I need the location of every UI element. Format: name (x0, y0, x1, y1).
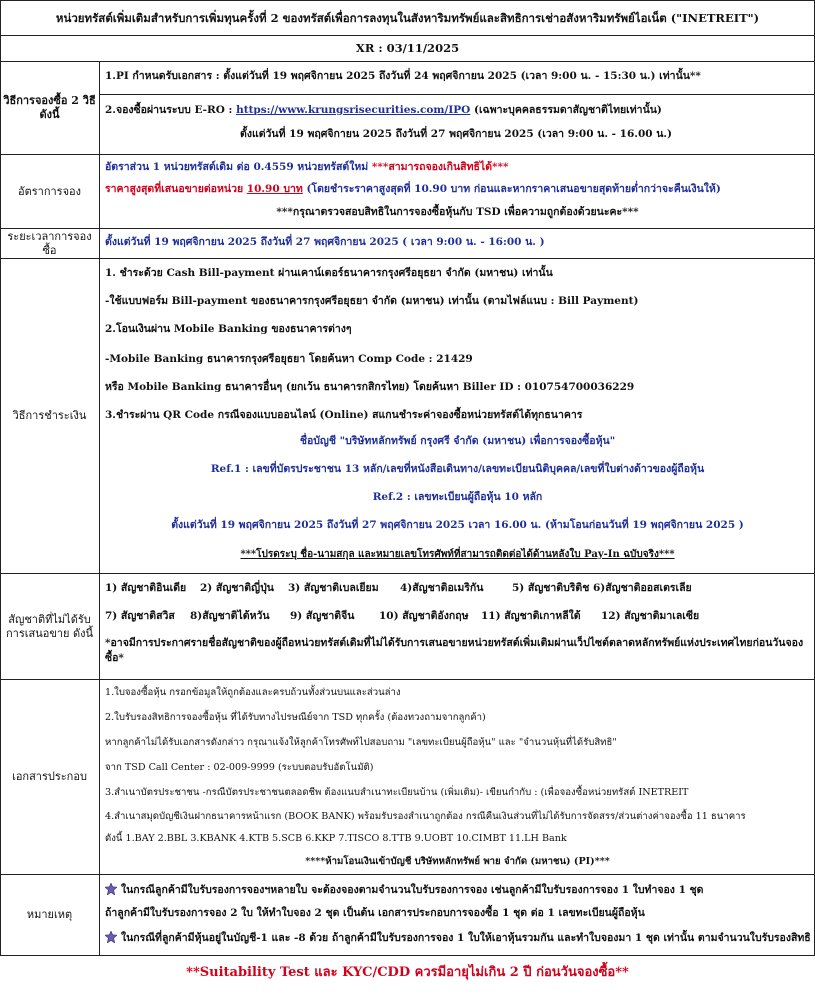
ratio-row (0, 155, 815, 229)
payment-line-3: 2.โอนเงินผ่าน Mobile Banking ของธนาคารต่างๆ (105, 323, 352, 335)
ratio-line-3: ***กรุณาตรวจสอบสิทธิในการจองซื้อหุ้นกับ TSD เพื่อความถูกต้องด้วยนะคะ*** (276, 206, 639, 218)
subscription-line-1: 1.PI กำหนดรับเอกสาร : ตั้งแต่วันที่ 19 พฤศจิกายน 2025 ถึงวันที่ 24 พฤศจิกายน 2025 (เวลา 9:00 น. - 15:30 น.) เท่านั้น** (105, 70, 701, 82)
star-icon (105, 883, 117, 895)
payment-note: ***โปรดระบุ ชื่อ-นามสกุล และหมายเลขโทรศัพท์ที่สามารถติดต่อได้ด้านหลังใบ Pay-In ฉบับจริง*** (240, 549, 675, 560)
documents-line-1: 1.ใบจองซื้อหุ้น กรอกข้อมูลให้ถูกต้องและครบถ้วนทั้งส่วนบนและส่วนล่าง (105, 687, 401, 698)
remarks-label: หมายเหตุ (0, 875, 100, 955)
ero-link[interactable]: https://www.krungsrisecurities.com/IPO (236, 104, 471, 116)
document-title: หน่วยทรัสต์เพิ่มเติมสำหรับการเพิ่มทุนครั้งที่ 2 ของทรัสต์เพื่อการลงทุนในสังหาริมทรัพย์และสิทธิการเช่าอสังหาริมทรัพย์ไอเน็ต ("INETREIT") (0, 0, 815, 36)
footer-note: **Suitability Test และ KYC/CDD ควรมีอายุไม่เกิน 2 ปี ก่อนวันจองซื้อ** (186, 964, 629, 980)
remarks-line-3: ในกรณีที่ลูกค้ามีหุ้นอยู่ในบัญชี-1 และ -8 ด้วย ถ้าลูกค้ามีใบรับรองการจอง 1 ใบให้เอาหุ้นรวมกัน และทำใบจองมา 1 ชุด เท่านั้น ตามจำนวนใบรับรองสิทธิ (105, 931, 810, 945)
payment-period: ตั้งแต่วันที่ 19 พฤศจิกายน 2025 ถึงวันที่ 27 พฤศจิกายน 2025 เวลา 16.00 น. (ห้ามโอนก่อนวันที่ 19 พฤศจิกายน 2025 ) (171, 519, 744, 531)
period-label: ระยะเวลาการจองซื้อ (0, 229, 100, 258)
ratio-line-2: ราคาสูงสุดที่เสนอขายต่อหน่วย 10.90 บาท (โดยชำระราคาสูงสุดที่ 10.90 บาท ก่อนและหากราคาเสนอขายสุดท้ายต่ำกว่าจะคืนเงินให้) (105, 183, 721, 195)
remarks-row (0, 875, 815, 956)
subscription-divider (100, 94, 815, 95)
documents-line-4: จาก TSD Call Center : 02-009-9999 (ระบบตอบรับอัตโนมัติ) (105, 762, 374, 773)
payment-line-4: -Mobile Banking ธนาคารกรุงศรีอยุธยา โดยค้นหา Comp Code : 21429 (105, 353, 473, 365)
documents-line-2: 2.ใบรับรองสิทธิการจองซื้อหุ้น ที่ได้รับทางไปรษณีย์จาก TSD ทุกครั้ง (ต้องทวงถามจากลูกค้า) (105, 712, 486, 723)
documents-line-5: 3.สำเนาบัตรประชาชน -กรณีบัตรประชาชนตลอดชีพ ต้องแนบสำเนาทะเบียนบ้าน (เพิ่มเติม)- เขียนกำกับ : (เพื่อจองซื้อหน่วยทรัสต์ INETREIT (105, 787, 689, 798)
documents-line-7: ดังนี้ 1.BAY 2.BBL 3.KBANK 4.KTB 5.SCB 6.KKP 7.TISCO 8.TTB 9.UOBT 10.CIMBT 11.LH Bank (105, 833, 567, 844)
payment-ref-2: Ref.2 : เลขทะเบียนผู้ถือหุ้น 10 หลัก (372, 491, 543, 503)
payment-label: วิธีการชำระเงิน (0, 259, 100, 573)
documents-line-8: ****ห้ามโอนเงินเข้าบัญชี บริษัทหลักทรัพย์ พาย จำกัด (มหาชน) (PI)*** (305, 856, 610, 867)
star-icon (105, 931, 117, 943)
nationality-label: สัญชาติที่ไม่ได้รับการเสนอขาย ดังนี้ (0, 574, 100, 679)
ratio-label: อัตราการจอง (0, 155, 100, 228)
payment-row (0, 259, 815, 574)
nationality-row: สัญชาติที่ไม่ได้รับการเสนอขาย ดังนี้ 1) สัญชาติอินเดีย 2) สัญชาติญี่ปุ่น 3) สัญชาติเบลเยียม 4)สัญชาติอเมริกัน 5) สัญชาติบริติช 6)สัญชาติออสเตรเลีย 7) สัญชาติสวิส 8)สัญชาติไต้หวัน 9) สัญชาติจีน 10) สัญชาติอังกฤษ 11) สัญชาติเกาหลีใต้ 12) สัญชาติมาเลเซีย *อาจมีการประกาศรายชื่อสัญชาติของผู้ถือหน่วยทรัสต์เดิมที่ไม่ได้รับการเสนอขายหน่วยทรัสต์เพิ่มเติมผ่านเว็ปไซต์ตลาดหลักทรัพย์แห่งประเทศไทยก่อนวันจองซื้อ* (0, 574, 815, 680)
period-row (0, 229, 815, 259)
payment-line-6: 3.ชำระผ่าน QR Code กรณีจองแบบออนไลน์ (Online) สแกนชำระค่าจองซื้อหน่วยทรัสต์ได้ทุกธนาคาร (105, 409, 583, 421)
payment-ref-1: Ref.1 : เลขที่บัตรประชาชน 13 หลัก/เลขที่หนังสือเดินทาง/เลขทะเบียนนิติบุคคล/เลขที่ใบต่างด้าวของผู้ถือหุ้น (210, 463, 705, 475)
remarks-line-1: ในกรณีลูกค้ามีใบรับรองการจองฯหลายใบ จะต้องจองตามจำนวนใบรับรองการจอง เช่นลูกค้ามีใบรับรองการจอง 1 ใบทำจอง 1 ชุด (105, 883, 810, 897)
xr-date: XR : 03/11/2025 (0, 36, 815, 62)
payment-line-5: หรือ Mobile Banking ธนาคารอื่นๆ (ยกเว้น ธนาคารกสิกรไทย) โดยค้นหา Biller ID : 010754700036229 (105, 381, 635, 393)
subscription-method-label: วิธีการจองซื้อ 2 วิธี ดังนี้ (0, 62, 100, 154)
payment-line-2: -ใช้แบบฟอร์ม Bill-payment ของธนาคารกรุงศรีอยุธยา จำกัด (มหาชน) เท่านั้น (ตามไฟล์แนบ : Bill Payment) (105, 295, 639, 307)
documents-line-3: หากลูกค้าไม่ได้รับเอกสารดังกล่าว กรุณาแจ้งให้ลูกค้าโทรศัพท์ไปสอบถาม "เลขทะเบียนผู้ถือหุ้น" และ "จำนวนหุ้นที่ได้รับสิทธิ" (105, 737, 617, 748)
subscription-line-3: ตั้งแต่วันที่ 19 พฤศจิกายน 2025 ถึงวันที่ 27 พฤศจิกายน 2025 (เวลา 9:00 น. - 16.00 น.) (240, 128, 673, 140)
documents-row (0, 680, 815, 875)
subscription-method-row (0, 62, 815, 155)
documents-line-6: 4.สำเนาสมุดบัญชีเงินฝากธนาคารหน้าแรก (BOOK BANK) พร้อมรับรองสำเนาถูกต้อง กรณีคืนเงินส่วนที่ไม่ได้รับการจัดสรร/ส่วนต่างค่าจองซื้อ 11 ธนาคาร (105, 811, 746, 822)
subscription-line-2: 2.จองซื้อผ่านระบบ E-RO : https://www.krungsrisecurities.com/IPO (เฉพาะบุคคลธรรมดาสัญชาติไทยเท่านั้น) (105, 104, 662, 116)
documents-label: เอกสารประกอบ (0, 680, 100, 874)
remarks-line-2: ถ้าลูกค้ามีใบรับรองการจอง 2 ใบ ให้ทำใบจอง 2 ชุด เป็นต้น เอกสารประกอบการจองซื้อ 1 ชุด ต่อ 1 เลขทะเบียนผู้ถือหุ้น (105, 907, 645, 919)
nationality-note: *อาจมีการประกาศรายชื่อสัญชาติของผู้ถือหน่วยทรัสต์เดิมที่ไม่ได้รับการเสนอขายหน่วยทรัสต์เพิ่มเติมผ่านเว็ปไซต์ตลาดหลักทรัพย์แห่งประเทศไทยก่อนวันจองซื้อ* (105, 637, 804, 665)
payment-account-name: ชื่อบัญชี "บริษัทหลักทรัพย์ กรุงศรี จำกัด (มหาชน) เพื่อการจองซื้อหุ้น" (299, 435, 616, 447)
payment-line-1: 1. ชำระด้วย Cash Bill-payment ผ่านเคาน์เตอร์ธนาคารกรุงศรีอยุธยา จำกัด (มหาชน) เท่านั้น (105, 267, 553, 279)
ratio-line-1: อัตราส่วน 1 หน่วยทรัสต์เดิม ต่อ 0.4559 หน่วยทรัสต์ใหม่ ***สามารถจองเกินสิทธิได้*** (105, 161, 509, 173)
period-text: ตั้งแต่วันที่ 19 พฤศจิกายน 2025 ถึงวันที่ 27 พฤศจิกายน 2025 ( เวลา 9:00 น. - 16:00 น. ) (105, 236, 545, 248)
